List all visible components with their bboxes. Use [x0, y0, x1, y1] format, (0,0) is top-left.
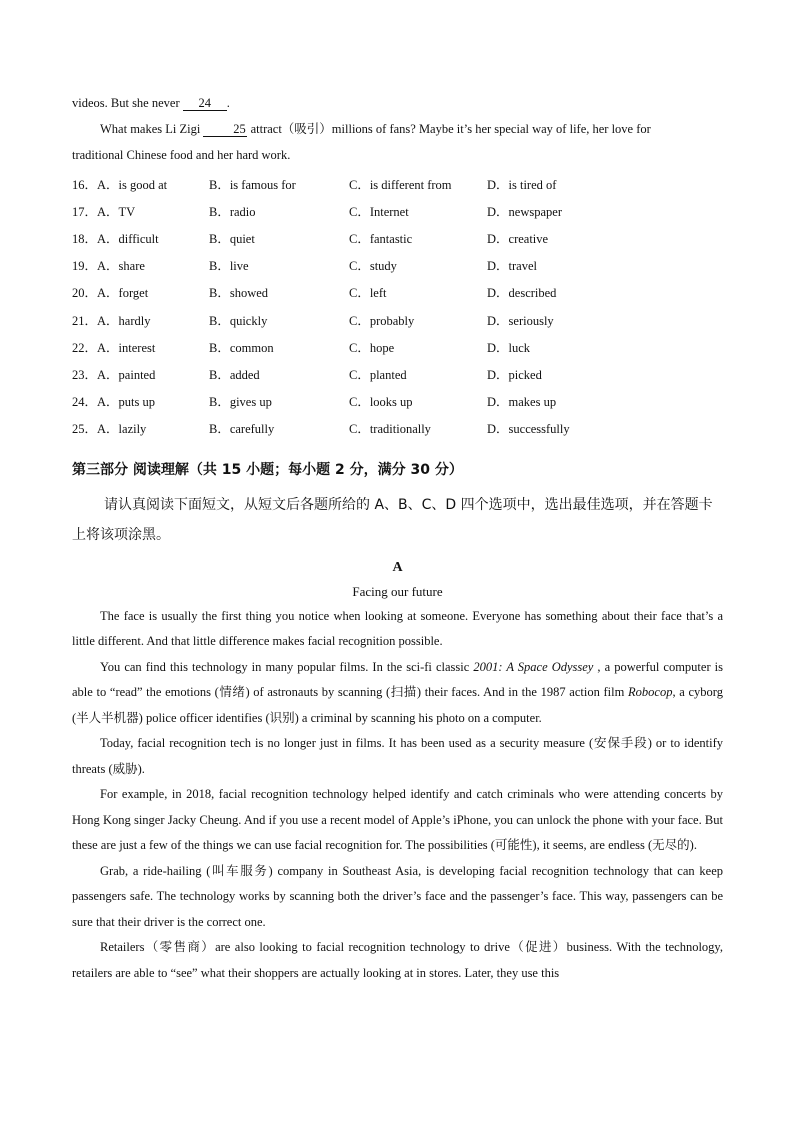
question-number: 24． [72, 395, 98, 410]
option-b [209, 392, 349, 410]
option-text: A．hardly [97, 313, 151, 328]
option-b [209, 338, 349, 356]
option-text: A．difficult [97, 231, 159, 246]
option-text: C．traditionally [349, 422, 431, 437]
option-text: B．added [209, 367, 260, 382]
question-number: 17． [72, 204, 98, 219]
option-text: A．is good at [97, 177, 168, 192]
option-b [209, 202, 349, 220]
option-text: C．Internet [349, 204, 409, 219]
option-row [72, 306, 723, 333]
option-a [72, 392, 209, 410]
option-a [72, 283, 209, 301]
question-number: 18． [72, 231, 98, 246]
cloze-line-2 [72, 120, 723, 138]
section-instructions: 请认真阅读下面短文，从短文后各题所给的 A、B、C、D 四个选项中，选出最佳选项，并在答题卡上将该项涂黑。 [72, 496, 713, 543]
option-a [72, 311, 209, 329]
option-text: D．creative [487, 231, 549, 246]
question-number: 16． [72, 177, 98, 192]
paragraph-6: Retailers（零售商）are also looking to facial recognition technology to drive（促进）business. With the technology, retailers are able to “see” what their shoppers are actually looking at in stores. Later, they use this [72, 940, 723, 980]
paragraph-2 [72, 655, 723, 732]
option-text: C．planted [349, 367, 407, 382]
option-a [72, 338, 209, 356]
paragraph-5: Grab, a ride-hailing (叫车服务) company in Southeast Asia, is developing facial recognition technology that can keep passengers safe. The technology works by scanning both the driver’s face and the passenger’s face. This way, passengers can be sure that their driver is the correct one. [72, 863, 723, 929]
cloze-text: attract（吸引）millions of fans? Maybe it’s her special way of life, her love for [247, 122, 651, 136]
option-d [487, 365, 607, 383]
option-d [487, 338, 607, 356]
option-text: C．probably [349, 313, 415, 328]
option-b [209, 365, 349, 383]
option-d [487, 392, 607, 410]
option-text: C．looks up [349, 395, 413, 410]
cloze-text: videos. But she never [72, 96, 183, 110]
option-text: B．common [209, 340, 274, 355]
cloze-line-1 [72, 94, 723, 112]
option-c [349, 311, 487, 329]
option-row [72, 224, 723, 251]
option-b [209, 229, 349, 247]
option-text: D．seriously [487, 313, 554, 328]
option-c [349, 229, 487, 247]
option-b [209, 283, 349, 301]
option-row [72, 388, 723, 415]
question-number: 25． [72, 422, 98, 437]
question-number: 19． [72, 259, 98, 274]
option-a [72, 202, 209, 220]
option-text: D．newspaper [487, 204, 562, 219]
option-text: D．described [487, 286, 557, 301]
option-text: C．hope [349, 340, 395, 355]
option-text: A．lazily [97, 422, 147, 437]
passage-title: Facing our future [352, 583, 443, 599]
option-row [72, 170, 723, 197]
option-a [72, 256, 209, 274]
cloze-text: . [226, 96, 230, 110]
blank-25: 25 [203, 122, 247, 137]
option-d [487, 229, 607, 247]
option-text: B．quickly [209, 313, 268, 328]
option-text: D．travel [487, 259, 537, 274]
option-text: D．luck [487, 340, 531, 355]
passage-body [72, 604, 723, 987]
question-number: 23． [72, 367, 98, 382]
option-c [349, 365, 487, 383]
option-d [487, 311, 607, 329]
option-text: C．study [349, 259, 397, 274]
option-c [349, 175, 487, 193]
paragraph-text: You can find this technology in many popular films. In the sci-fi classic [100, 659, 474, 674]
option-b [209, 256, 349, 274]
option-text: B．radio [209, 204, 256, 219]
option-text: D．picked [487, 367, 542, 382]
option-c [349, 419, 487, 437]
film-title: 2001: A Space Odyssey [473, 659, 594, 674]
option-text: C．fantastic [349, 231, 413, 246]
option-text: B．quiet [209, 231, 255, 246]
option-a [72, 365, 209, 383]
option-a [72, 419, 209, 437]
option-text: A．share [97, 259, 145, 274]
option-c [349, 256, 487, 274]
option-c [349, 202, 487, 220]
option-b [209, 175, 349, 193]
option-row [72, 279, 723, 306]
option-a [72, 229, 209, 247]
passage-letter: A [392, 559, 403, 575]
option-text: B．showed [209, 286, 269, 301]
document-page [72, 94, 723, 986]
option-c [349, 283, 487, 301]
option-d [487, 256, 607, 274]
option-a [72, 175, 209, 193]
option-text: D．makes up [487, 395, 557, 410]
option-d [487, 419, 607, 437]
option-d [487, 202, 607, 220]
option-text: D．is tired of [487, 177, 557, 192]
option-text: A．painted [97, 367, 156, 382]
option-text: A．puts up [97, 395, 156, 410]
option-b [209, 311, 349, 329]
option-row [72, 333, 723, 360]
option-text: A．forget [97, 286, 149, 301]
question-number: 20． [72, 286, 98, 301]
cloze-text: What makes Li Zigi [100, 122, 204, 136]
option-row [72, 415, 723, 442]
paragraph-text: , a powerful computer is able to “read” the emotions (情绪) of astronauts by scanning (扫描) their faces. And in the 1987 action film [72, 659, 723, 700]
option-row [72, 197, 723, 224]
cloze-line-3: traditional Chinese food and her hard work. [72, 148, 291, 162]
option-text: B．is famous for [209, 177, 296, 192]
option-d [487, 175, 607, 193]
option-text: D．successfully [487, 422, 570, 437]
option-text: A．TV [97, 204, 136, 219]
blank-24: 24 [183, 96, 227, 111]
option-row [72, 360, 723, 387]
option-text: C．is different from [349, 177, 452, 192]
option-c [349, 392, 487, 410]
option-text: C．left [349, 286, 387, 301]
paragraph-1: The face is usually the first thing you notice when looking at someone. Everyone has something about their face that’s a little different. And that little difference makes facial recognition possible. [72, 608, 723, 649]
paragraph-3: Today, facial recognition tech is no longer just in films. It has been used as a security measure (安保手段) or to identify threats (威胁). [72, 736, 723, 776]
option-list [72, 170, 723, 442]
option-b [209, 419, 349, 437]
option-text: B．live [209, 259, 249, 274]
film-title: Robocop [628, 685, 673, 700]
question-number: 21． [72, 313, 98, 328]
paragraph-text: , a cyborg (半人半机器) police officer identifies (识别) a criminal by scanning his photo on a computer. [72, 685, 723, 725]
section-title: 第三部分 阅读理解（共 15 小题；每小题 2 分，满分 30 分） [72, 461, 463, 478]
option-text: B．gives up [209, 395, 272, 410]
option-row [72, 252, 723, 279]
option-text: B．carefully [209, 422, 275, 437]
question-number: 22． [72, 340, 98, 355]
option-d [487, 283, 607, 301]
option-c [349, 338, 487, 356]
option-text: A．interest [97, 340, 156, 355]
paragraph-4: For example, in 2018, facial recognition technology helped identify and catch criminals who were attending concerts by Hong Kong singer Jacky Cheung. And if you use a recent model of Apple’s iPhone, you can unlock the phone with your face. But these are just a few of the things we can use facial recognition for. The possibilities (可能性), it seems, are endless (无尽的). [72, 787, 723, 853]
